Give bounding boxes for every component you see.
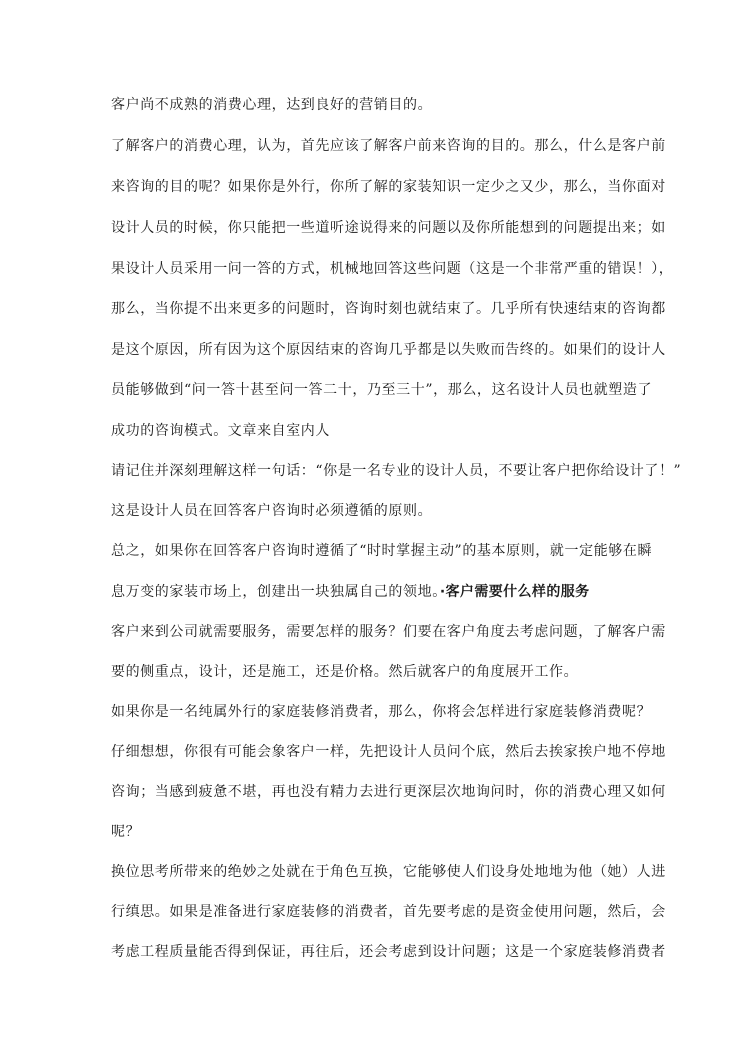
- paragraph-line: 来咨询的目的呢？如果你是外行，你所了解的家装知识一定少之又少，那么，当你面对: [111, 179, 666, 195]
- paragraph-line: 客户尚不成熟的消费心理，达到良好的营销目的。: [111, 97, 433, 113]
- paragraph-line: 如果你是一名纯属外行的家庭装修消费者，那么，你将会怎样进行家庭装修消费呢？: [111, 704, 652, 720]
- paragraph-line: 仔细想想，你很有可能会象客户一样，先把设计人员问个底，然后去挨家挨户地不停地: [111, 744, 666, 760]
- paragraph-line: 考虑工程质量能否得到保证，再往后，还会考虑到设计问题；这是一个家庭装修消费者: [111, 944, 666, 960]
- section-heading: ·客户需要什么样的服务: [439, 584, 590, 600]
- paragraph-line: 行缜思。如果是准备进行家庭装修的消费者，首先要考虑的是资金使用问题，然后，会: [111, 904, 666, 920]
- paragraph-line: 换位思考所带来的绝妙之处就在于角色互换，它能够使人们设身处地地为他（她）人进: [111, 864, 666, 880]
- paragraph-line: 总之，如果你在回答客户咨询时遵循了“时时掌握主动”的基本原则，就一定能够在瞬: [111, 543, 653, 559]
- paragraph-line: 成功的咨询模式。文章来自室内人: [111, 423, 330, 439]
- paragraph-line: 咨询；当感到疲惫不堪，再也没有精力去进行更深层次地询问时，你的消费心理又如何: [111, 784, 666, 800]
- paragraph-line: 这是设计人员在回答客户咨询时必须遵循的原则。: [111, 503, 433, 519]
- paragraph-line: 那么，当你提不出来更多的问题时，咨询时刻也就结束了。几乎所有快速结束的咨询都: [111, 301, 666, 317]
- paragraph-line-with-heading: [111, 583, 590, 601]
- paragraph-line: 客户来到公司就需要服务，需要怎样的服务？们要在客户角度去考虑问题，了解客户需: [111, 624, 666, 640]
- paragraph-line: 员能够做到“问一答十甚至问一答二十，乃至三十”，那么，这名设计人员也就塑造了: [111, 382, 653, 398]
- paragraph-line: 要的侧重点，设计，还是施工，还是价格。然后就客户的角度展开工作。: [111, 664, 579, 680]
- paragraph-line: 了解客户的消费心理，认为，首先应该了解客户前来咨询的目的。那么，什么是客户前: [111, 138, 666, 154]
- paragraph-line: 请记住并深刻理解这样一句话：“你是一名专业的设计人员，不要让客户把你给设计了！”: [111, 463, 682, 479]
- paragraph-line: 设计人员的时候，你只能把一些道听途说得来的问题以及你所能想到的问题提出来；如: [111, 220, 666, 236]
- paragraph-text: 息万变的家装市场上，创建出一块独属自己的领地。: [111, 584, 440, 600]
- paragraph-line: 是这个原因，所有因为这个原因结束的咨询几乎都是以失败而告终的。如果们的设计人: [111, 342, 666, 358]
- paragraph-line: 果设计人员采用一问一答的方式，机械地回答这些问题（这是一个非常严重的错误！），: [111, 261, 674, 277]
- paragraph-line: 呢？: [111, 824, 141, 840]
